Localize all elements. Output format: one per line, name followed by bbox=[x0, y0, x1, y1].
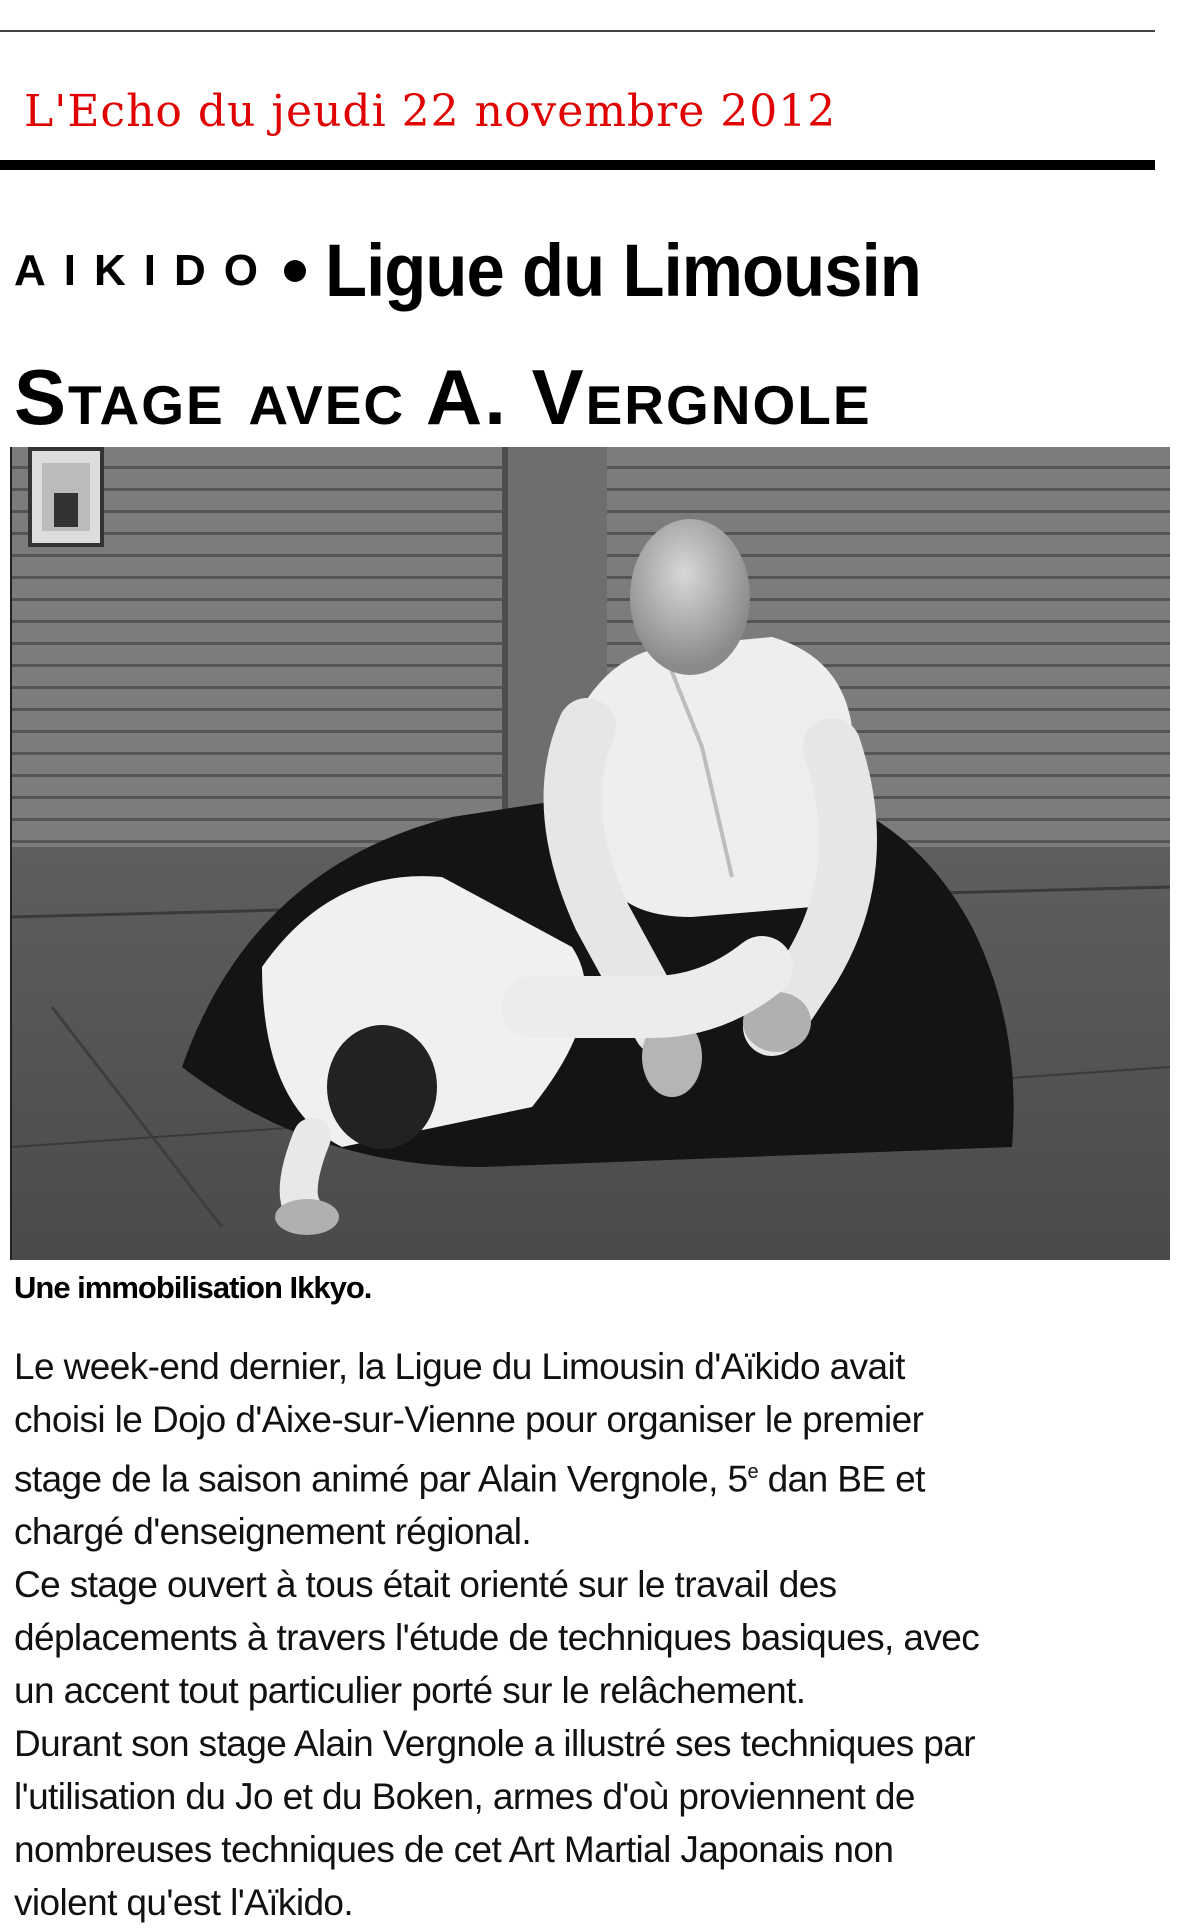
body-line: l'utilisation du Jo et du Boken, armes d'où proviennent de bbox=[14, 1776, 915, 1818]
body-line: violent qu'est l'Aïkido. bbox=[14, 1882, 354, 1924]
body-line: un accent tout particulier porté sur le relâchement. bbox=[14, 1670, 806, 1712]
article-body bbox=[14, 1340, 1164, 1929]
header-rule bbox=[0, 160, 1155, 170]
body-line: Le week-end dernier, la Ligue du Limousin d'Aïkido avait bbox=[14, 1346, 905, 1387]
superscript: e bbox=[747, 1461, 758, 1483]
newspaper-source: L'Echo du jeudi 22 novembre 2012 bbox=[24, 86, 837, 137]
headline: Stage avec A. Vergnole bbox=[14, 353, 872, 441]
body-line-part: dan BE et bbox=[758, 1458, 925, 1500]
section-title: Ligue du Limousin bbox=[324, 229, 921, 312]
top-rule bbox=[0, 30, 1155, 32]
rubric-label: AIKIDO bbox=[14, 245, 276, 295]
body-line: Durant son stage Alain Vergnole a illustré ses techniques par bbox=[14, 1723, 975, 1765]
aikido-ikkyo-photo-icon bbox=[12, 447, 1170, 1260]
rubric-row bbox=[14, 228, 966, 318]
photo-caption: Une immobilisation Ikkyo. bbox=[14, 1270, 372, 1305]
body-line-with-superscript bbox=[14, 1446, 1164, 1505]
body-line: nombreuses techniques de cet Art Martial Japonais non bbox=[14, 1829, 894, 1871]
body-line: choisi le Dojo d'Aixe-sur-Vienne pour organiser le premier bbox=[14, 1399, 924, 1440]
body-line-part: stage de la saison animé par Alain Vergnole, 5 bbox=[14, 1458, 748, 1500]
article-photo bbox=[10, 447, 1170, 1260]
body-line: déplacements à travers l'étude de techniques basiques, avec bbox=[14, 1617, 980, 1659]
body-line: Ce stage ouvert à tous était orienté sur le travail des bbox=[14, 1564, 837, 1606]
bullet-icon bbox=[284, 260, 306, 282]
body-line: chargé d'enseignement régional. bbox=[14, 1511, 532, 1553]
